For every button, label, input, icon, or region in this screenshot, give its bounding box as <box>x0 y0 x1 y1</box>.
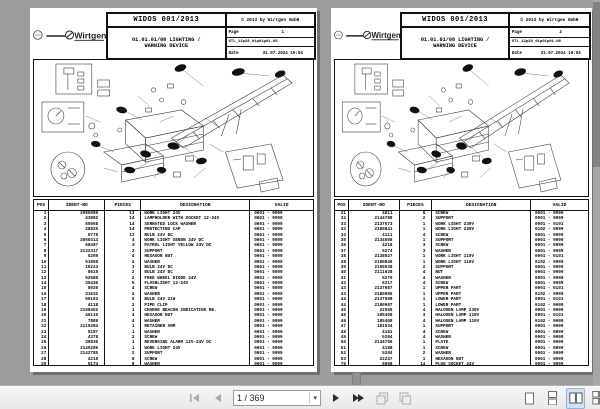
facing-continuous-layout-icon <box>592 391 600 405</box>
section-line1: 01.01.01/08 LIGHTING / <box>132 36 201 43</box>
previous-view-icon <box>376 392 389 405</box>
pdf-page-2 <box>331 8 592 372</box>
table-row: 38 2138027 1 WORK LIGHT 110V 0001 - 0101 <box>335 254 588 259</box>
table-row: 70 9068 14 PLUG SOCKET 24V 0001 - 9999 <box>335 362 588 366</box>
table-row: 7 68487 3 PATROL LIGHT YELLOW 24V DC 0001 - 9999 <box>34 243 313 248</box>
table-row: 32 2144788 2 SUPPORT 0001 - 9999 <box>335 216 588 221</box>
table-row: 45 22565 4 HALOGEN LAMP 230V 0001 - 9999 <box>335 308 588 313</box>
table-row: 24 4378 2 SCREW 0001 - 9999 <box>34 335 313 340</box>
previous-page-button[interactable] <box>210 390 226 406</box>
col-valid: VALID <box>552 202 567 208</box>
table-row: 23 5187 1 WASHER 0001 - 9999 <box>34 330 313 335</box>
facing-pages-layout-icon <box>569 392 583 404</box>
table-row: 38 2180846 1 WORK LIGHT 110V 0102 - 9999 <box>335 260 588 265</box>
next-page-icon <box>331 393 341 403</box>
last-page-button[interactable] <box>351 390 367 406</box>
table-row: 14 35436 5 FLASHLIGHT 12-24V 0001 - 9999 <box>34 281 313 286</box>
parts-table-header <box>34 200 313 211</box>
parts-table-body <box>335 211 588 366</box>
col-designation: DESIGNATION <box>432 200 531 210</box>
section-title <box>401 27 509 59</box>
date-label: Date <box>511 51 522 56</box>
wirtgen-logo-icon <box>33 12 106 58</box>
table-row: 8 2132317 2 SUPPORT 0001 - 9999 <box>34 249 313 254</box>
wirtgen-logo-icon <box>334 12 400 58</box>
bottom-toolbar <box>0 385 600 409</box>
page-label: Page <box>228 30 239 35</box>
document-code: STL_12p28_01p01p01-08 <box>228 40 278 44</box>
table-row: 39 2165538 2 SUPPORT 0001 - 9999 <box>335 265 588 270</box>
page-number-combobox[interactable] <box>233 390 321 406</box>
parts-table-body <box>34 211 313 366</box>
table-row: 2 43882 14 LAMPHOLDER WITH SOCKET 12-24V 0001 - 9999 <box>34 216 313 221</box>
table-row: 37 5274 3 WASHER 0001 - 9999 <box>335 249 588 254</box>
table-row: 46 185408 3 HALOGEN LAMP 110V 0001 - 0101 <box>335 313 588 318</box>
document-code: STL_12p28_01p01p01-08 <box>511 40 561 44</box>
table-row: 12 8615 2 BULB 24V DC 0001 - 9999 <box>34 270 313 275</box>
table-row: 43 2180986 1 UPPER PART 0102 - 9999 <box>335 292 588 297</box>
table-row: 27 2142785 2 SUPPORT 0001 - 9999 <box>34 351 313 356</box>
table-row: 26 2145286 1 WORK LIGHT 24V 0001 - 9999 <box>34 346 313 351</box>
facing-continuous-layout-button[interactable] <box>589 388 600 409</box>
page-indicator: 1 / 369 <box>237 393 265 403</box>
parts-table-header <box>335 200 588 211</box>
section-title <box>107 27 226 59</box>
section-line2: WARNING DEVICE <box>433 43 477 49</box>
table-row: 5 9778 13 BULB 24V DC 0001 - 9999 <box>34 233 313 238</box>
page-label: Page <box>511 30 522 35</box>
date-value: 31.07.2024 19:54 <box>262 51 303 56</box>
table-row: 15 8926 4 SCREW 0001 - 9999 <box>34 286 313 291</box>
section-line2: WARNING DEVICE <box>144 43 189 49</box>
next-view-button[interactable] <box>397 390 413 406</box>
table-row: 41 5276 4 WASHER 0001 - 9999 <box>335 276 588 281</box>
table-row: 53 22247 1 HEXAGON NUT 0001 - 9999 <box>335 357 588 362</box>
table-row: 52 5284 2 WASHER 0001 - 9999 <box>335 351 588 356</box>
table-row: 33 2137573 1 WORK LIGHT 230V 0001 - 0101 <box>335 222 588 227</box>
parts-diagram <box>33 59 314 197</box>
table-row: 44 2180987 1 LOWER PART 0102 - 9999 <box>335 303 588 308</box>
table-row: 35 2134508 1 SUPPORT 0001 - 9999 <box>335 238 588 243</box>
page2-header <box>334 12 589 58</box>
col-pos: POS <box>335 200 349 210</box>
last-page-icon <box>352 393 366 403</box>
page-number: 1 <box>281 30 285 35</box>
col-ident: IDENT-NO <box>49 200 105 210</box>
col-pieces: PIECES <box>400 200 433 210</box>
first-page-icon <box>189 393 201 403</box>
table-row: 34 4111 4 SCREW 0001 - 9999 <box>335 233 588 238</box>
table-row: 21 7888 4 WASHER 0001 - 9999 <box>34 319 313 324</box>
table-row: 25 39836 1 REVERSING ALARM 12V-24V DC 0001 - 9999 <box>34 340 313 345</box>
parts-table <box>33 199 314 366</box>
table-row: 11 16224 3 BULB 24V DC 0001 - 9999 <box>34 265 313 270</box>
col-ident: IDENT-NO <box>349 200 400 210</box>
table-row: 33 2180841 1 WORK LIGHT 230V 0102 - 9999 <box>335 227 588 232</box>
table-row: 18 4118 2 PIPE CLIP 0001 - 9999 <box>34 303 313 308</box>
vertical-scrollbar[interactable] <box>593 0 600 385</box>
table-row: 36 4218 3 SCREW 0001 - 9999 <box>335 243 588 248</box>
parts-table <box>334 199 589 366</box>
section-line1: 01.01.01/08 LIGHTING / <box>420 36 490 43</box>
table-row: 16 31632 4 WASHER 0001 - 9999 <box>34 292 313 297</box>
table-row: 43 2137087 1 UPPER PART 0001 - 0101 <box>335 286 588 291</box>
table-row: 19 2108492 1 CHARGE BEACON INDICATING RE. 0001 - 9999 <box>34 308 313 313</box>
date-label: Date <box>228 51 239 56</box>
doc-title: WIDOS 001/2013 <box>401 13 509 27</box>
table-row: 20 46115 4 HEXAGON NUT 0001 - 9999 <box>34 313 313 318</box>
page-meta <box>226 27 315 59</box>
col-pos: POS <box>34 200 49 210</box>
table-row: 28 4218 8 SCREW 0001 - 9999 <box>34 357 313 362</box>
facing-pages-layout-button[interactable] <box>566 388 585 409</box>
next-view-icon <box>399 392 412 405</box>
table-row: 51 4188 1 SCREW 0001 - 9999 <box>335 346 588 351</box>
col-pieces: PIECES <box>105 200 141 210</box>
table-row: 4 28825 14 PROTECTING CAP 0001 - 9999 <box>34 227 313 232</box>
table-row: 49 5284 4 WASHER 0001 - 9999 <box>335 335 588 340</box>
table-row: 3 65068 14 SERRATED LOCK WASHER 0001 - 9999 <box>34 222 313 227</box>
scrollbar-thumb[interactable] <box>593 2 600 167</box>
page-number: 2 <box>559 30 562 35</box>
table-row: 6 2050314 4 WORK LIGHT XENON 24V DC 0001 - 9999 <box>34 238 313 243</box>
previous-page-icon <box>213 393 223 403</box>
splitter-handle[interactable] <box>352 372 361 386</box>
parts-diagram <box>334 59 589 197</box>
page1-header <box>33 12 314 58</box>
single-page-layout-icon <box>524 392 535 405</box>
single-page-layout-button[interactable] <box>520 388 539 409</box>
table-row: 29 5174 8 WASHER 0001 - 9999 <box>34 362 313 366</box>
next-page-button[interactable] <box>328 390 344 406</box>
copyright-text: © 2013 by Wirtgen GmbH <box>226 13 315 27</box>
table-row: 50 2134756 1 PLATE 0001 - 9999 <box>335 340 588 345</box>
table-row: 42 6217 4 SCREW 0001 - 9999 <box>335 281 588 286</box>
col-designation: DESIGNATION <box>141 200 250 210</box>
copyright-text: © 2013 by Wirtgen GmbH <box>509 13 590 27</box>
page-meta <box>509 27 590 59</box>
table-row: 22 2119284 1 RETAINER ARM 0001 - 9999 <box>34 324 313 329</box>
table-row: 9 5269 4 HEXAGON NUT 0001 - 9999 <box>34 254 313 259</box>
chevron-down-icon: ▾ <box>309 392 317 404</box>
table-row: 48 4181 4 SCREW 0001 - 9999 <box>335 330 588 335</box>
table-row: 44 2137598 1 LOWER PART 0001 - 0101 <box>335 297 588 302</box>
doc-title: WIDOS 001/2013 <box>107 13 226 27</box>
table-row: 1 2085089 13 WORK LIGHT 24V 0001 - 9999 <box>34 211 313 216</box>
table-row: 17 50183 5 BULB 24V 21W 0001 - 9999 <box>34 297 313 302</box>
table-row: 47 181534 1 SUPPORT 0001 - 9999 <box>335 324 588 329</box>
pdf-page-1 <box>30 8 317 372</box>
table-row: 13 52588 2 FREE WHEEL DIODE 24V 0001 - 9999 <box>34 276 313 281</box>
continuous-layout-icon <box>547 391 558 405</box>
table-row: 31 4011 6 SCREW 0001 - 9999 <box>335 211 588 216</box>
previous-view-button[interactable] <box>374 390 390 406</box>
table-row: 46 185408 4 HALOGEN LAMP 110V 0102 - 9999 <box>335 319 588 324</box>
table-row: 10 51958 4 WASHER 0001 - 9999 <box>34 260 313 265</box>
first-page-button[interactable] <box>187 390 203 406</box>
table-row: 40 2111628 4 NUT 0001 - 9999 <box>335 270 588 275</box>
date-value: 31.07.2024 19:54 <box>540 51 581 56</box>
col-valid: VALID <box>274 202 289 208</box>
continuous-layout-button[interactable] <box>543 388 562 409</box>
